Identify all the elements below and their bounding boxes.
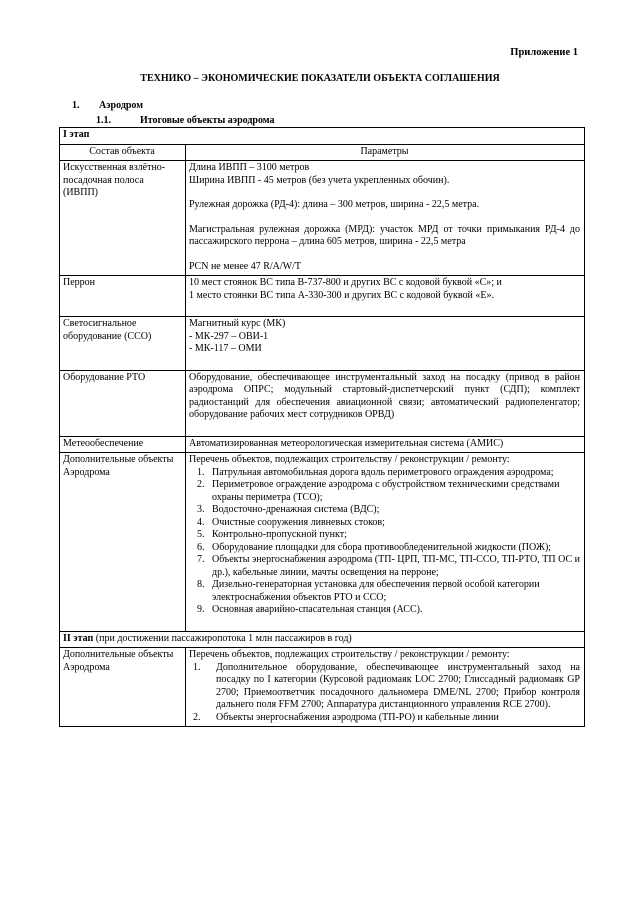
list-item: 7. Объекты энергоснабжения аэродрома (ТП- ЦРП, ТП-МС, ТП-ССО, ТП-РТО, ТП ОС и др.), кабельные линии, мачты освещения на перроне; [197,554,580,578]
table-row [60,161,585,276]
table-row [60,317,585,371]
table-row [60,370,585,436]
stage2-note: (при достижении пассажиропотока 1 млн пассажиров в год) [93,632,352,644]
table-row [60,453,585,632]
extra2-intro: Перечень объектов, подлежащих строительству / реконструкции / ремонту: [189,649,510,660]
list-item: 8. Дизельно-генераторная установка для обеспечения первой особой категории электроснабжения объектов РТО и ССО; [197,579,540,603]
main-taxiway-text: Магистральная рулежная дорожка (МРД): участок МРД от точки примыкания РД-4 до пассажирского перрона – длина 605 метров, ширина - 22,5 метра [189,223,580,247]
extra1-intro: Перечень объектов, подлежащих строительству / реконструкции / ремонту: [189,454,510,465]
extra2-name: Дополнительные объекты Аэродрома [60,648,186,727]
subsection-heading [96,115,275,128]
section-heading [72,100,143,113]
lighting-line3: - МК-117 – ОМИ [189,343,262,354]
list-item: 4. Очистные сооружения ливневых стоков; [197,516,385,528]
list-item: 1. Патрульная автомобильная дорога вдоль периметрового ограждения аэродрома; [197,466,554,478]
list-item: 5. Контрольно-пропускной пункт; [197,529,347,540]
parameters-table [59,127,585,727]
rto-params [186,370,585,436]
runway-width: Ширина ИВПП - 45 метров (без учета укрепленных обочин). [189,174,450,186]
list-item: 9. Основная аварийно-спасательная станция (АСС). [197,604,423,615]
taxiway-text: Рулежная дорожка (РД-4): длина – 300 метров, ширина - 22,5 метра. [189,199,480,210]
extra2-list [189,662,580,725]
apron-line1: 10 мест стоянок ВС типа В-737-800 и других ВС с кодовой буквой «С»; и [189,277,502,288]
extra2-params [186,648,585,727]
table-row [60,436,585,453]
rto-text: Оборудование, обеспечивающее инструментальный заход на посадку (привод в район аэродрома ОПРС; модульный стартовый-диспетчерский пункт (СДП); комплект радиостанций для обеспечения авиационной связи; автоматический радиопеленгатор; оборудование рабочих мест сотрудников ОРВД) [189,371,580,420]
extra1-params [186,453,585,632]
list-item: 2. Объекты энергоснабжения аэродрома (ТП-РО) и кабельные линии [193,711,499,723]
document-title: ТЕХНИКО – ЭКОНОМИЧЕСКИЕ ПОКАЗАТЕЛИ ОБЪЕКТА СОГЛАШЕНИЯ [140,73,500,84]
apron-line2: 1 место стоянки ВС типа А-330-300 и других ВС с кодовой буквой «Е». [189,289,494,301]
lighting-line2: - МК-297 – ОВИ-1 [189,330,269,342]
stage2-header [60,631,585,648]
apron-params [186,276,585,317]
section-label: Аэродром [99,100,144,111]
list-item: 3. Водосточно-дренажная система (ВДС); [197,504,380,515]
section-number: 1. [72,100,80,111]
rto-name: Оборудование РТО [60,370,186,436]
header-row [60,144,585,161]
lighting-line1: Магнитный курс (МК) [189,318,286,329]
col-header-params: Параметры [186,144,585,161]
appendix-label: Приложение 1 [510,47,578,58]
apron-name: Перрон [60,276,186,317]
list-item: 6. Оборудование площадки для сбора противообледенительной жидкости (ПОЖ); [197,541,552,553]
stage1-header: I этап [60,128,585,145]
extra1-list [189,467,580,617]
table-row [60,276,585,317]
subsection-number: 1.1. [96,115,111,126]
col-header-object: Состав объекта [60,144,186,161]
lighting-params [186,317,585,371]
list-item: 2. Периметровое ограждение аэродрома с обустройством техническими средствами охраны периметра (ТСО); [197,479,560,503]
list-item: 1. Дополнительное оборудование, обеспечивающее инструментальный заход на посадку по I категории (Курсовой радиомаяк LOC 2700; Глиссадный радиомаяк GP 2700; Приемоответчик посадочного дальномера DME/NL 2700; Прибор контроля дальнего поля FFM 2700; Аппаратура дистанционного управления RCE 2700). [193,661,580,710]
stage1-row [60,128,585,145]
extra1-name: Дополнительные объекты Аэродрома [60,453,186,632]
stage2-row [60,631,585,648]
runway-name: Искусственная взлётно-посадочная полоса (ИВПП) [60,161,186,276]
subsection-label: Итоговые объекты аэродрома [140,115,275,126]
stage2-label: II этап [63,632,94,644]
meteo-name: Метеообеспечение [60,436,186,453]
runway-length: Длина ИВПП – 3100 метров [189,162,310,173]
meteo-params: Автоматизированная метеорологическая измерительная система (АМИС) [186,436,585,453]
lighting-name: Светосигнальное оборудование (ССО) [60,317,186,371]
runway-params [186,161,585,276]
table-row [60,648,585,727]
pcn-text: PCN не менее 47 R/A/W/T [189,260,302,272]
